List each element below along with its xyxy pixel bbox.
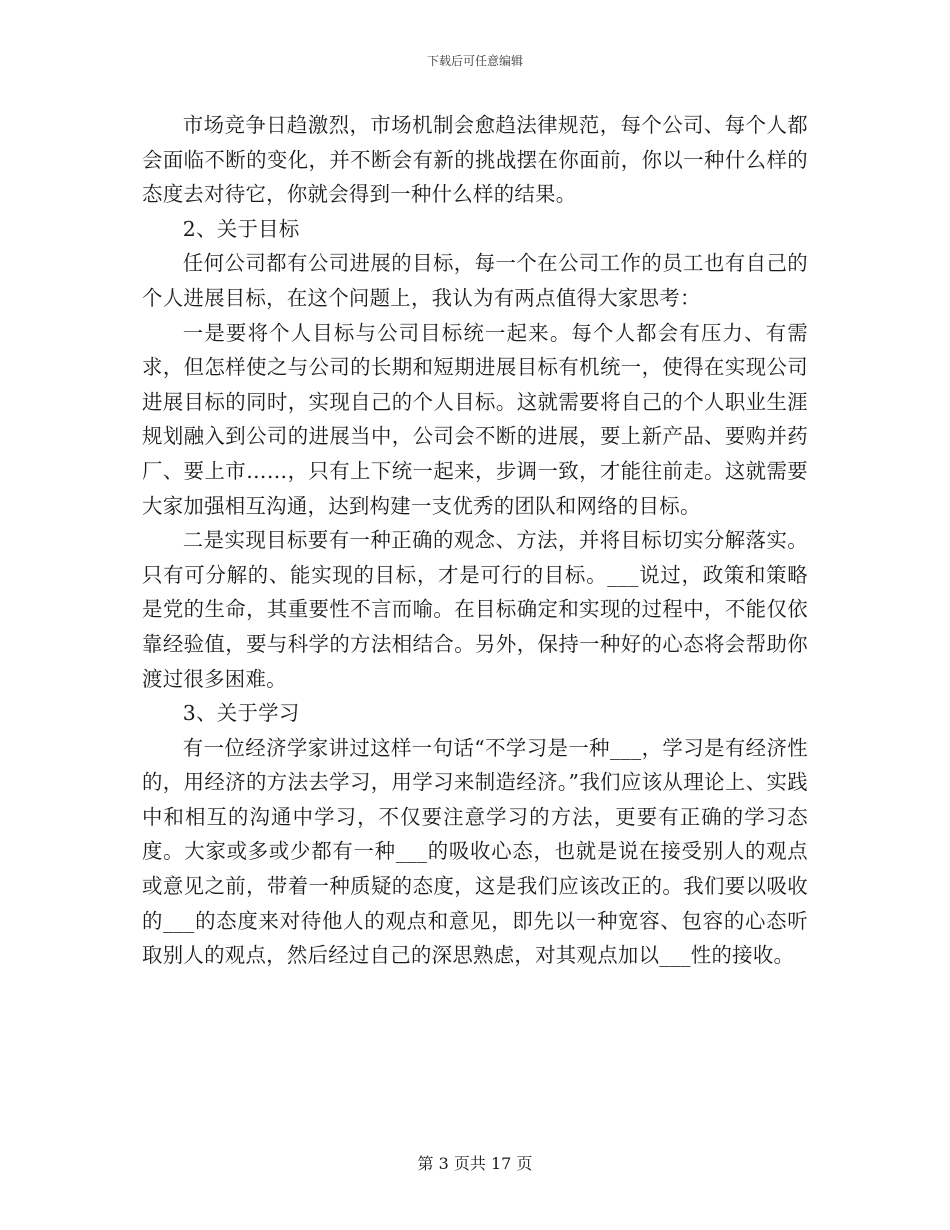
paragraph-goals-point-two: 二是实现目标要有一种正确的观念、方法，并将目标切实分解落实。只有可分解的、能实现的目标，才是可行的目标。___说过，政策和策略是党的生命，其重要性不言而喻。在目标确定和实现的过程中，不能仅依靠经验值，要与科学的方法相结合。另外，保持一种好的心态将会帮助你渡过很多困难。	[142, 528, 808, 691]
paragraph-learning: 有一位经济学家讲过这样一句话“不学习是一种___，学习是有经济性的，用经济的方法去学习，用学习来制造经济。”我们应该从理论上、实践中和相互的沟通中学习，不仅要注意学习的方法，更要有正确的学习态度。大家或多或少都有一种___的吸收心态，也就是说在接受别人的观点或意见之前，带着一种质疑的态度，这是我们应该改正的。我们要以吸收的___的态度来对待他人的观点和意见，即先以一种宽容、包容的心态听取别人的观点，然后经过自己的深思熟虑，对其观点加以___性的接收。	[142, 735, 808, 968]
document-body	[142, 108, 808, 973]
section-heading-learning: 3、关于学习	[182, 701, 300, 726]
paragraph-goals-intro: 任何公司都有公司进展的目标，每一个在公司工作的员工也有自己的个人进展目标，在这个问题上，我认为有两点值得大家思考：	[142, 251, 808, 310]
paragraph-market-competition: 市场竞争日趋激烈，市场机制会愈趋法律规范，每个公司、每个人都会面临不断的变化，并不断会有新的挑战摆在你面前，你以一种什么样的态度去对待它，你就会得到一种什么样的结果。	[142, 113, 808, 207]
page-header: 下载后可任意编辑	[426, 54, 523, 68]
section-heading-goals: 2、关于目标	[182, 216, 300, 241]
page-number: 第 3 页共 17 页	[417, 1154, 533, 1173]
paragraph-goals-point-one: 一是要将个人目标与公司目标统一起来。每个人都会有压力、有需求，但怎样使之与公司的长期和短期进展目标有机统一，使得在实现公司进展目标的同时，实现自己的个人目标。这就需要将自己的个人职业生涯规划融入到公司的进展当中，公司会不断的进展，要上新产品、要购并药厂、要上市……，只有上下统一起来，步调一致，才能往前走。这就需要大家加强相互沟通，达到构建一支优秀的团队和网络的目标。	[142, 320, 808, 518]
